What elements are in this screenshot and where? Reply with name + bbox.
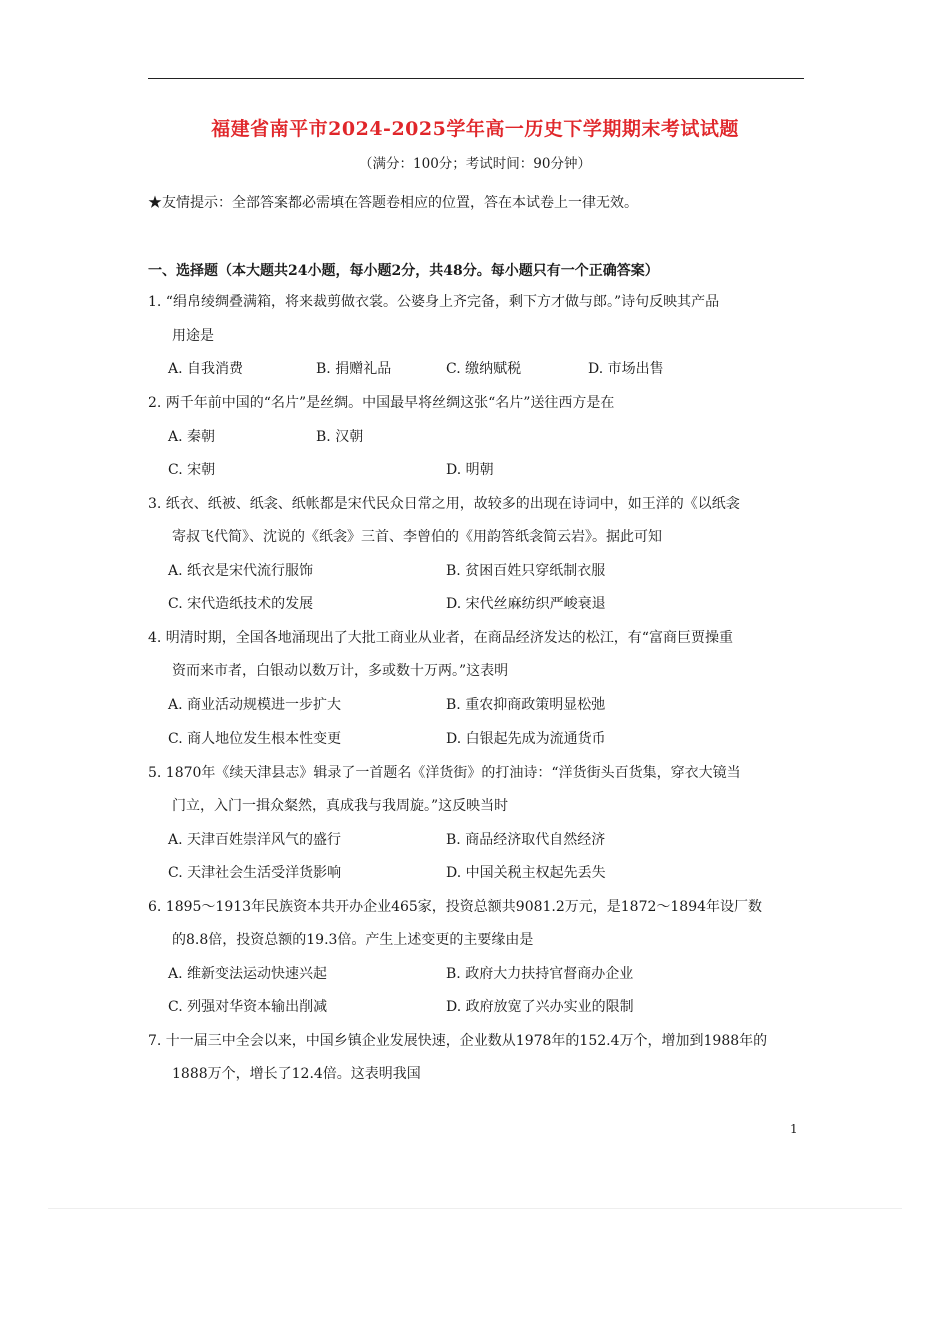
question-5-option-c[interactable]: C. 天津社会生活受洋货影响 (168, 865, 342, 881)
question-5-option-d[interactable]: D. 中国关税主权起先丢失 (446, 865, 606, 881)
question-1-stem-cont: 用途是 (172, 328, 214, 344)
question-7-stem: 7. 十一届三中全会以来，中国乡镇企业发展快速，企业数从1978年的152.4万个，增加到1988年的 (148, 1033, 768, 1049)
question-2-stem: 2. 两千年前中国的“名片”是丝绸。中国最早将丝绸这张“名片”送往西方是在 (148, 395, 615, 411)
question-2-option-d[interactable]: D. 明朝 (446, 462, 494, 478)
question-3-option-c[interactable]: C. 宋代造纸技术的发展 (168, 596, 314, 612)
question-1-stem: 1. “绢帛绫绸叠满箱，将来裁剪做衣裳。公婆身上齐完备，剩下方才做与郎。”诗句反映其产品 (148, 294, 720, 310)
question-4-stem: 4. 明清时期，全国各地涌现出了大批工商业从业者，在商品经济发达的松江，有“富商巨贾操重 (148, 630, 733, 646)
question-2-option-a[interactable]: A. 秦朝 (168, 429, 216, 445)
question-1-option-b[interactable]: B. 捐赠礼品 (316, 361, 392, 377)
page-number: 1 (790, 1122, 798, 1136)
question-1-option-c[interactable]: C. 缴纳赋税 (446, 361, 522, 377)
question-4-option-d[interactable]: D. 白银起先成为流通货币 (446, 731, 606, 747)
question-6-option-c[interactable]: C. 列强对华资本输出削减 (168, 999, 328, 1015)
question-3-option-a[interactable]: A. 纸衣是宋代流行服饰 (168, 563, 314, 579)
question-3-option-b[interactable]: B. 贫困百姓只穿纸制衣服 (446, 563, 606, 579)
question-6-option-a[interactable]: A. 维新变法运动快速兴起 (168, 966, 328, 982)
question-5-stem-cont: 门立，入门一揖众粲然，真成我与我周旋。”这反映当时 (172, 798, 509, 814)
section-heading: 一、选择题（本大题共24小题，每小题2分，共48分。每小题只有一个正确答案） (148, 263, 659, 279)
exam-subtitle: （满分：100分；考试时间：90分钟） (359, 156, 591, 172)
question-2-option-b[interactable]: B. 汉朝 (316, 429, 364, 445)
question-1-option-a[interactable]: A. 自我消费 (168, 361, 244, 377)
question-4-stem-cont: 资而来市者，白银动以数万计，多或数十万两。”这表明 (172, 663, 509, 679)
question-5-option-b[interactable]: B. 商品经济取代自然经济 (446, 832, 606, 848)
footer-rule (48, 1208, 902, 1209)
question-6-stem: 6. 1895～1913年民族资本共开办企业465家，投资总额共9081.2万元，是1872～1894年设厂数 (148, 899, 763, 915)
question-4-option-c[interactable]: C. 商人地位发生根本性变更 (168, 731, 342, 747)
question-2-option-c[interactable]: C. 宋朝 (168, 462, 216, 478)
question-6-option-b[interactable]: B. 政府大力扶持官督商办企业 (446, 966, 634, 982)
question-6-option-d[interactable]: D. 政府放宽了兴办实业的限制 (446, 999, 634, 1015)
question-7-stem-cont: 1888万个，增长了12.4倍。这表明我国 (172, 1066, 421, 1082)
friendly-tip: ★友情提示：全部答案都必需填在答题卷相应的位置，答在本试卷上一律无效。 (148, 195, 638, 211)
top-rule (148, 78, 804, 79)
question-3-stem: 3. 纸衣、纸被、纸衾、纸帐都是宋代民众日常之用，故较多的出现在诗词中，如王洋的《以纸衾 (148, 496, 740, 512)
question-1-option-d[interactable]: D. 市场出售 (588, 361, 664, 377)
question-5-option-a[interactable]: A. 天津百姓崇洋风气的盛行 (168, 832, 342, 848)
question-3-stem-cont: 寄叔飞代简》、沈说的《纸衾》三首、李曾伯的《用韵答纸衾简云岩》。据此可知 (172, 529, 662, 545)
question-4-option-b[interactable]: B. 重农抑商政策明显松弛 (446, 697, 606, 713)
question-6-stem-cont: 的8.8倍，投资总额的19.3倍。产生上述变更的主要缘由是 (172, 932, 534, 948)
question-4-option-a[interactable]: A. 商业活动规模进一步扩大 (168, 697, 342, 713)
exam-title: 福建省南平市2024-2025学年高一历史下学期期末考试试题 (211, 118, 739, 140)
question-3-option-d[interactable]: D. 宋代丝麻纺织严峻衰退 (446, 596, 606, 612)
question-5-stem: 5. 1870年《续天津县志》辑录了一首题名《洋货街》的打油诗：“洋货街头百货集，穿衣大镜当 (148, 765, 741, 781)
